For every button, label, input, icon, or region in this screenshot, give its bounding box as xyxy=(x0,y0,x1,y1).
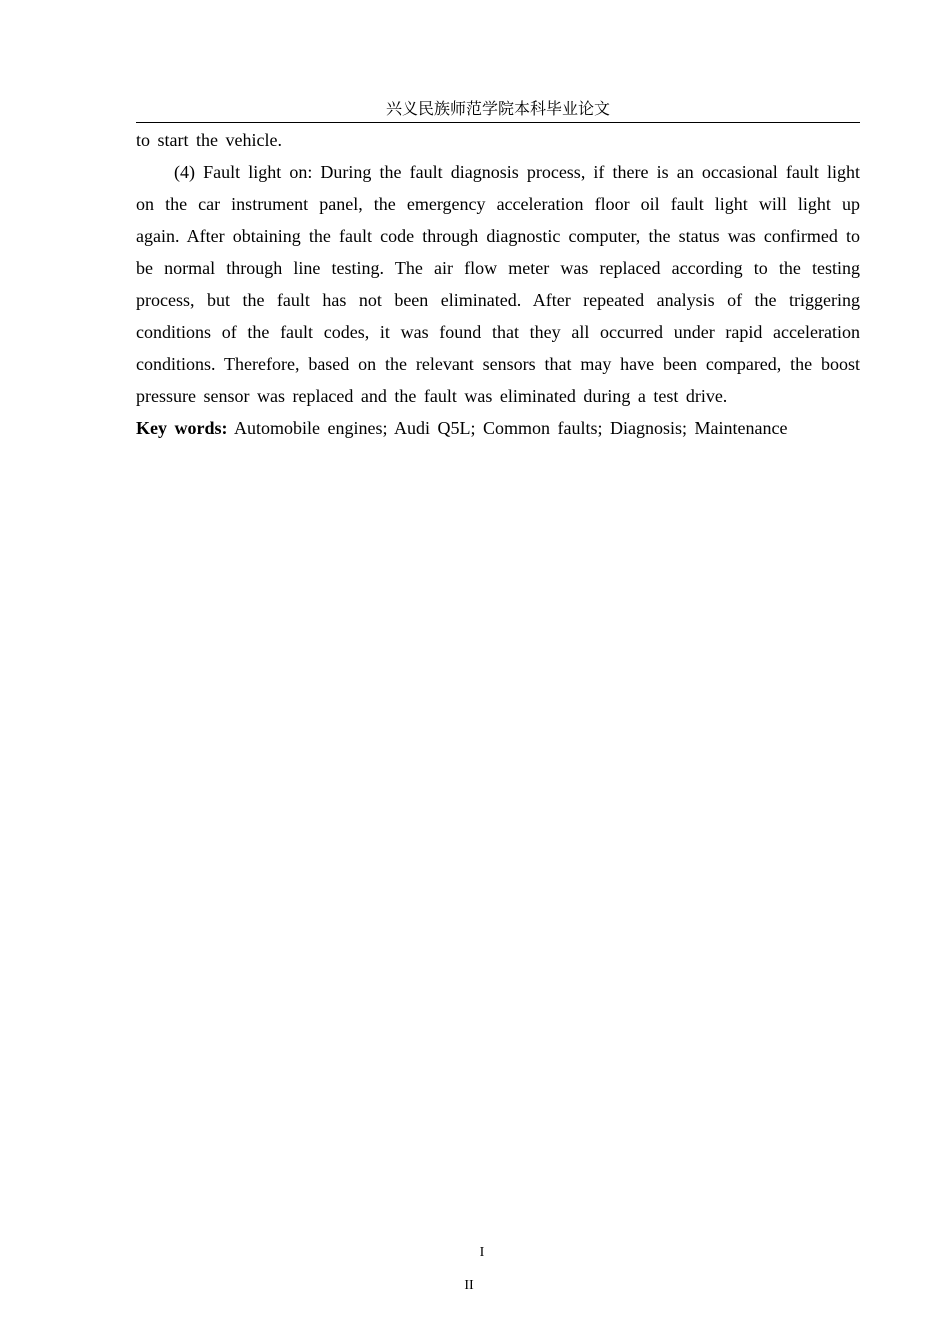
running-header: 兴义民族师范学院本科毕业论文 xyxy=(385,101,610,118)
page-number-roman-2: II xyxy=(464,1278,474,1293)
page-number-roman-1: I xyxy=(479,1245,485,1260)
keywords-list: Automobile engines; Audi Q5L; Common faults; Diagnosis; Maintenance xyxy=(234,418,788,438)
continuation-paragraph: to start the vehicle. xyxy=(136,130,282,150)
keywords-line xyxy=(136,412,860,444)
abstract-body xyxy=(136,124,860,444)
keywords-label: Key words: xyxy=(136,418,228,438)
header-divider xyxy=(136,122,860,123)
paragraph-fault-light: (4) Fault light on: During the fault diagnosis process, if there is an occasional fault light on the car instrument panel, the emergency acceleration floor oil fault light will light up again. After obtaining the fault code through diagnostic computer, the status was confirmed to be normal through line testing. The air flow meter was replaced according to the testing process, but the fault has not been eliminated. After repeated analysis of the triggering conditions of the fault codes, it was found that they all occurred under rapid acceleration conditions. Therefore, based on the relevant sensors that may have been compared, the boost pressure sensor was replaced and the fault was eliminated during a test drive. xyxy=(136,162,860,406)
